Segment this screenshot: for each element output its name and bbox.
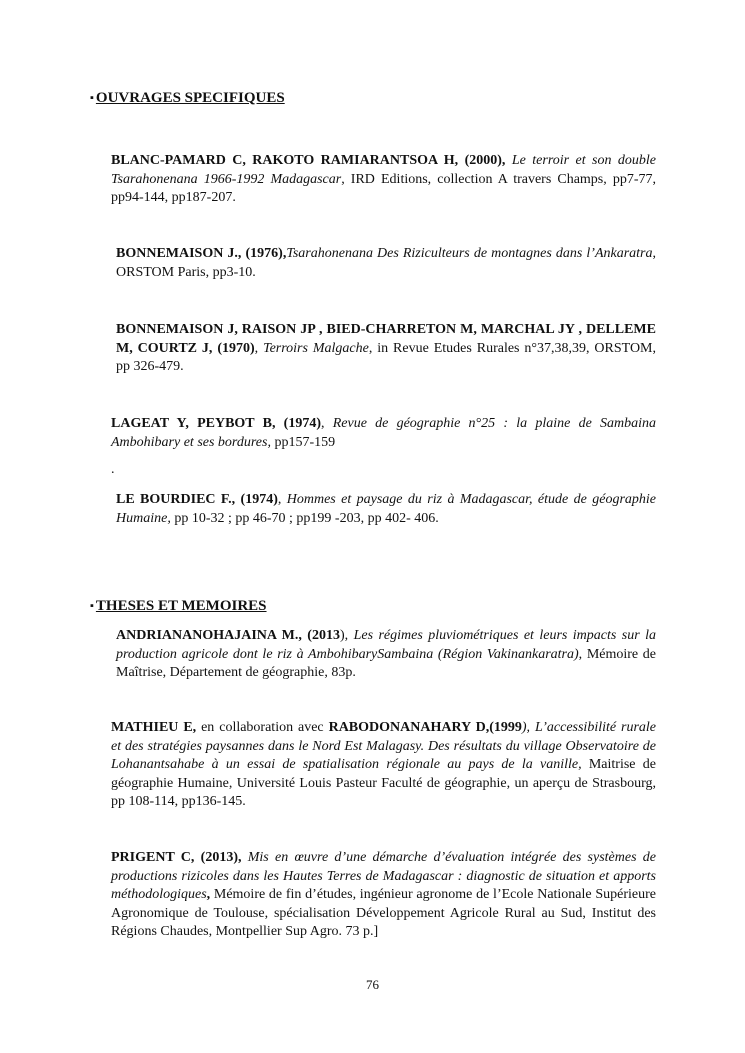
reference-andriananohajaina: ANDRIANANOHAJAINA M., (2013), Les régimes pluviométriques et leurs impacts sur la production agricole dont le riz à AmbohibarySambaina (Région Vakinankaratra), Mémoire de Maîtrise, Département de géographie, 83p. xyxy=(116,628,656,680)
reference-bonnemaison-1970: BONNEMAISON J, RAISON JP , BIED-CHARRETON M, MARCHAL JY , DELLEME M, COURTZ J, (1970), Terroirs Malgache, in Revue Etudes Rurales n°37,38,39, ORSTOM, pp 326-479. xyxy=(116,322,656,374)
reference-authors: PRIGENT C, (2013), xyxy=(111,850,242,865)
section-heading-theses-text: THESES ET MEMOIRES xyxy=(95,598,267,614)
stray-dot: . xyxy=(111,462,115,477)
reference-details: , in Revue Etudes Rurales n°37,38,39, ORSTOM, pp 326-479. xyxy=(116,340,656,374)
reference-title: Revue de géographie n°25 : la plaine de Sambaina Ambohibary et ses bordures, xyxy=(111,416,656,450)
section-heading-ouvrages-text: OUVRAGES SPECIFIQUES xyxy=(95,90,285,106)
reference-mathieu: MATHIEU E, en collaboration avec RABODONANAHARY D,(1999), L’accessibilité rurale et des stratégies paysannes dans le Nord Est Malagasy. Des résultats du village Observatoire de Lohanantsahabe à un essai de spatialisation régionale au pays de la vanille, Maitrise de géographie Humaine, Université Louis Pasteur Faculté de géographie, un aperçu de Strasbourg, pp 108-114, pp136-145. xyxy=(111,720,657,809)
reference-lageat: LAGEAT Y, PEYBOT B, (1974), Revue de géographie n°25 : la plaine de Sambaina Ambohibary et ses bordures, pp157-159 xyxy=(111,416,656,450)
bullet-icon: ▪ xyxy=(90,92,94,104)
reference-details: Maitrise de géographie Humaine, Université Louis Pasteur Faculté de géographie, un aperçu de Strasbourg, pp 108-114, pp136-145. xyxy=(111,757,656,809)
section-heading-theses xyxy=(90,598,267,615)
reference-coauthors: RABODONANAHARY D,(1999 xyxy=(328,720,522,735)
reference-details: pp157-159 xyxy=(270,434,336,450)
reference-authors: LE BOURDIEC F., (1974) xyxy=(116,492,278,507)
section-heading-ouvrages xyxy=(90,90,285,107)
reference-details: Mémoire de fin d’études, ingénieur agronome de l’Ecole Nationale Supérieure Agronomique de Toulouse, spécialisation Développement Agricole Rural au Sud, Institut des Régions Chaudes, Montpellier Sup Agro. 73 p.] xyxy=(111,887,656,939)
reference-authors: LAGEAT Y, PEYBOT B, (1974) xyxy=(111,416,321,431)
reference-title: Terroirs Malgache xyxy=(263,340,369,356)
reference-details: pp 10-32 ; pp 46-70 ; pp199 -203, pp 402- 406. xyxy=(170,510,439,526)
reference-title: ), L’accessibilité rurale et des stratégies paysannes dans le Nord Est Malagasy. Des résultats du village Observatoire de Lohanantsahabe à un essai de spatialisation régionale au pays de la vanille, xyxy=(111,720,657,772)
reference-authors: ANDRIANANOHAJAINA M., (2013 xyxy=(116,628,340,643)
reference-bonnemaison-1976 xyxy=(116,245,656,282)
reference-authors: BONNEMAISON J., (1976), xyxy=(116,246,287,261)
reference-authors: MATHIEU E, xyxy=(111,720,197,735)
reference-details: , ORSTOM Paris, pp3-10. xyxy=(116,246,656,280)
reference-details: , Mémoire de Maîtrise, Département de géographie, 83p. xyxy=(116,646,656,680)
reference-le-bourdiec: LE BOURDIEC F., (1974), Hommes et paysage du riz à Madagascar, étude de géographie Humaine, pp 10-32 ; pp 46-70 ; pp199 -203, pp 402- 406. xyxy=(116,492,656,526)
reference-title: Tsarahonenana Des Riziculteurs de montagnes dans l’Ankaratra xyxy=(286,246,653,261)
reference-blanc-pamard xyxy=(111,152,656,208)
reference-title: Hommes et paysage du riz à Madagascar, étude de géographie Humaine, xyxy=(116,492,656,526)
reference-title: Le terroir et son double Tsarahonenana 1966-1992 Madagascar xyxy=(111,153,656,187)
reference-authors: BONNEMAISON J, RAISON JP , BIED-CHARRETON M, MARCHAL JY , DELLEME M, COURTZ J, (1970) xyxy=(116,322,656,356)
reference-prigent: PRIGENT C, (2013), Mis en œuvre d’une démarche d’évaluation intégrée des systèmes de productions rizicoles dans les Hautes Terres de Madagascar : diagnostic de situation et apports méthodologiques, Mémoire de fin d’études, ingénieur agronome de l’Ecole Nationale Supérieure Agronomique de Toulouse, spécialisation Développement Agricole Rural au Sud, Institut des Régions Chaudes, Montpellier Sup Agro. 73 p.] xyxy=(111,850,657,939)
reference-details: , IRD Editions, collection A travers Champs, pp7-77, pp94-144, pp187-207. xyxy=(111,171,657,205)
reference-authors: BLANC-PAMARD C, RAKOTO RAMIARANTSOA H, (2000), xyxy=(111,153,506,168)
reference-title: Les régimes pluviométriques et leurs impacts sur la production agricole dont le riz à AmbohibarySambaina (Région Vakinankaratra) xyxy=(116,628,656,662)
page-number: 76 xyxy=(366,977,379,992)
bullet-icon: ▪ xyxy=(90,600,94,612)
reference-title: Mis en œuvre d’une démarche d’évaluation intégrée des systèmes de productions rizicoles dans les Hautes Terres de Madagascar : diagnostic de situation et apports méthodologiques xyxy=(111,850,657,902)
